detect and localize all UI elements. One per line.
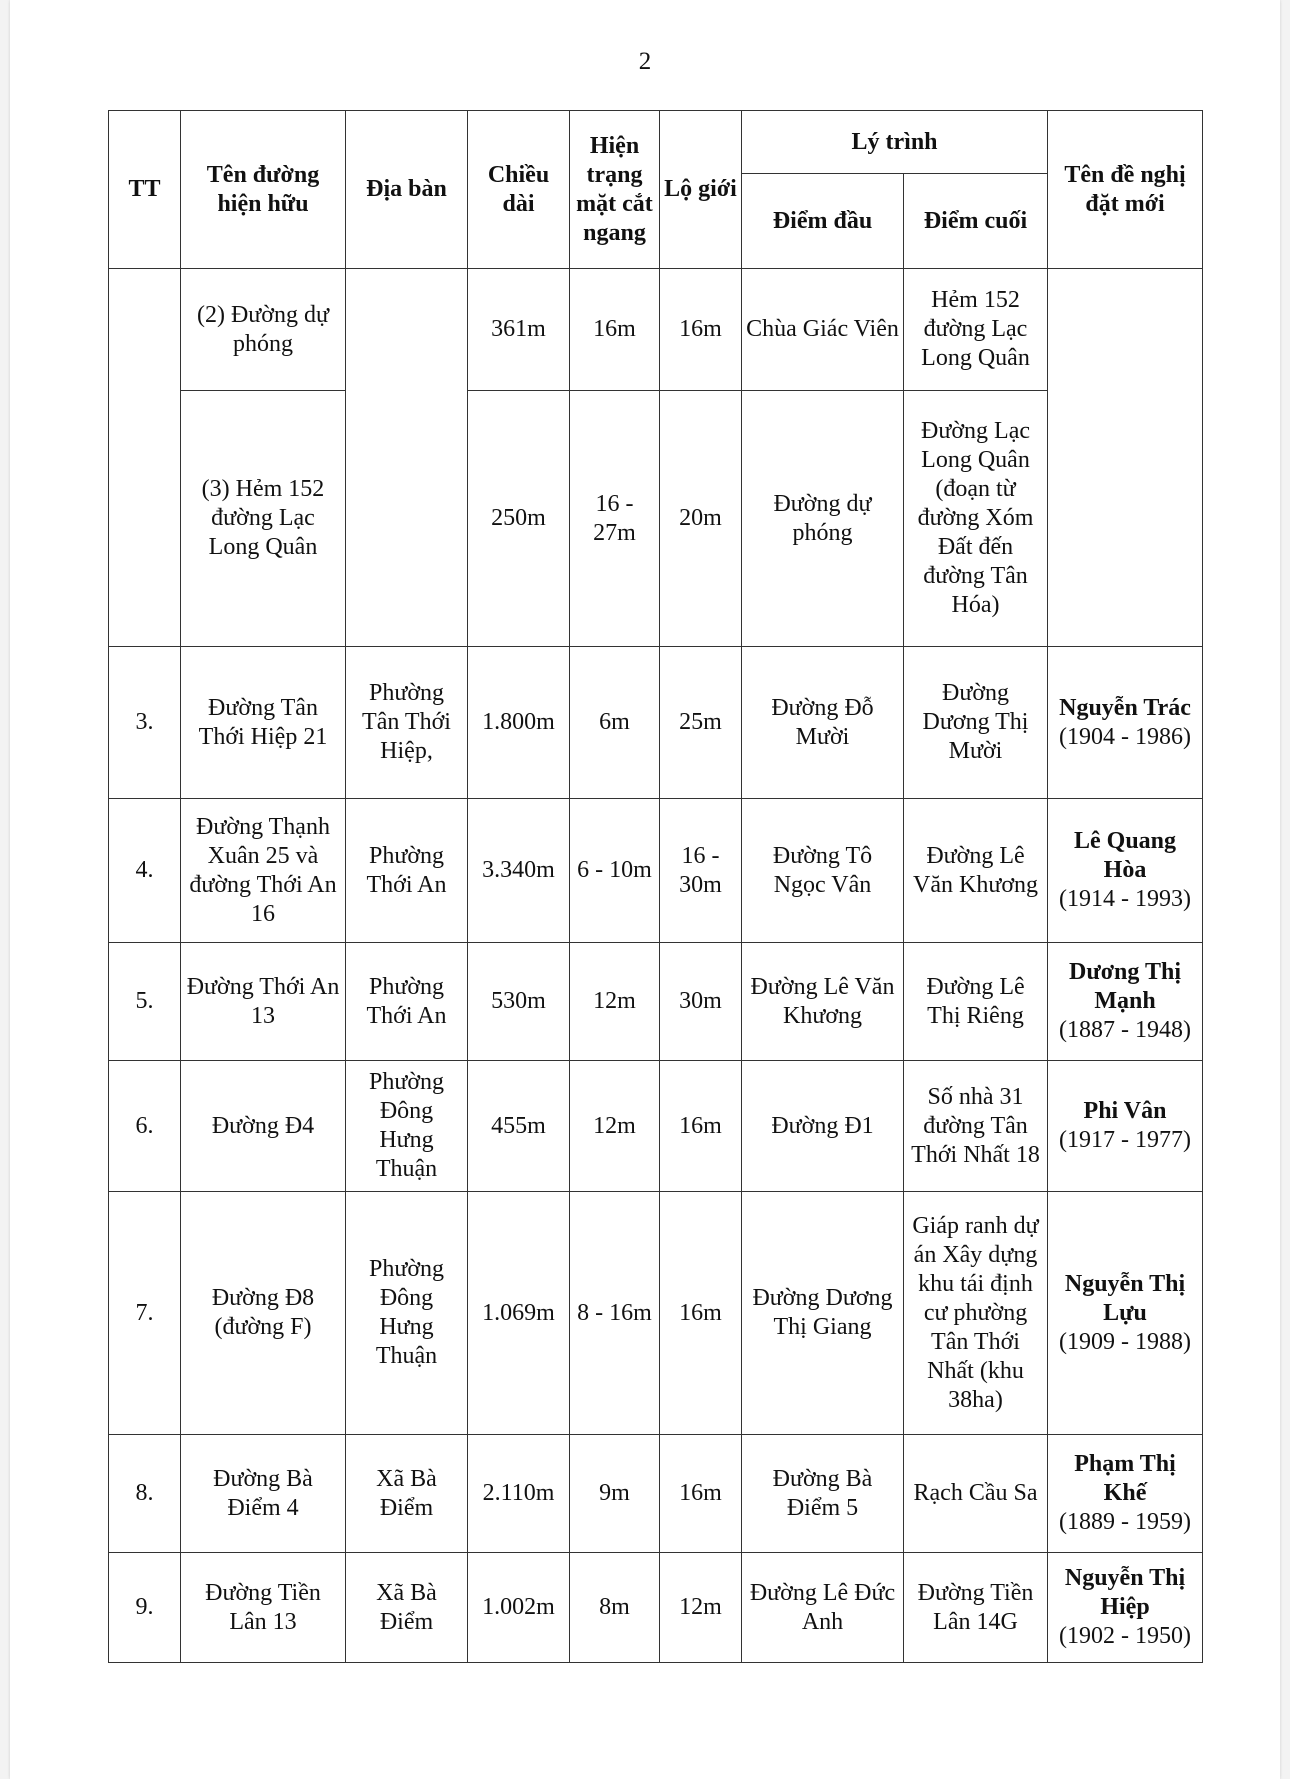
start-point-cell: Đường Lê Văn Khương — [742, 943, 904, 1061]
page-number: 2 — [638, 48, 652, 75]
length-cell: 361m — [468, 269, 570, 391]
road-naming-table — [108, 110, 1203, 1663]
road-width-cell: 20m — [660, 391, 742, 647]
header-length: Chiều dài — [468, 111, 570, 269]
cross-section-cell: 6m — [570, 647, 660, 799]
new-name: Lê Quang Hòa — [1074, 828, 1177, 883]
road-width-cell: 30m — [660, 943, 742, 1061]
document-page — [10, 0, 1280, 1779]
new-name-cell — [1048, 647, 1203, 799]
road-name-cell: Đường Thới An 13 — [181, 943, 346, 1061]
tt-cell: 4. — [109, 799, 181, 943]
life-years: (1904 - 1986) — [1059, 723, 1191, 750]
end-point-cell: Đường Dương Thị Mười — [904, 647, 1048, 799]
new-name-cell — [1048, 1553, 1203, 1663]
road-name-cell: (3) Hẻm 152 đường Lạc Long Quân — [181, 391, 346, 647]
life-years: (1909 - 1988) — [1059, 1328, 1191, 1355]
area-cell: Phường Tân Thới Hiệp, — [346, 647, 468, 799]
table-row — [109, 647, 1203, 799]
tt-cell: 5. — [109, 943, 181, 1061]
cross-section-cell: 16 - 27m — [570, 391, 660, 647]
end-point-cell: Hẻm 152 đường Lạc Long Quân — [904, 269, 1048, 391]
life-years: (1914 - 1993) — [1059, 886, 1191, 912]
length-cell: 530m — [468, 943, 570, 1061]
tt-cell: 3. — [109, 647, 181, 799]
start-point-cell: Đường Bà Điểm 5 — [742, 1435, 904, 1553]
new-name-cell — [1048, 1435, 1203, 1553]
road-name-cell: (2) Đường dự phóng — [181, 269, 346, 391]
start-point-cell: Đường Tô Ngọc Vân — [742, 799, 904, 943]
new-name: Phi Vân — [1083, 1098, 1167, 1124]
end-point-cell: Đường Tiền Lân 14G — [904, 1553, 1048, 1663]
area-cell: Xã Bà Điểm — [346, 1435, 468, 1553]
new-name: Phạm Thị Khế — [1074, 1451, 1176, 1506]
end-point-cell: Đường Lê Thị Riêng — [904, 943, 1048, 1061]
cross-section-cell: 12m — [570, 943, 660, 1061]
tt-cell: 6. — [109, 1061, 181, 1192]
new-name: Nguyễn Thị Lựu — [1064, 1270, 1186, 1326]
start-point-cell: Đường Đỗ Mười — [742, 647, 904, 799]
road-width-cell: 16m — [660, 1192, 742, 1435]
new-name: Dương Thị Mạnh — [1069, 959, 1181, 1014]
header-area: Địa bàn — [346, 111, 468, 269]
table-row — [109, 1192, 1203, 1435]
table-row — [109, 799, 1203, 943]
life-years: (1889 - 1959) — [1059, 1509, 1191, 1535]
table-row — [109, 1435, 1203, 1553]
road-name-cell: Đường Tiền Lân 13 — [181, 1553, 346, 1663]
cross-section-cell: 8m — [570, 1553, 660, 1663]
table-row — [109, 1061, 1203, 1192]
header-route: Lý trình — [742, 111, 1048, 174]
road-width-cell: 16m — [660, 1061, 742, 1192]
road-width-cell: 25m — [660, 647, 742, 799]
table-row — [109, 943, 1203, 1061]
header-road-name: Tên đường hiện hữu — [181, 111, 346, 269]
header-end-point: Điểm cuối — [904, 174, 1048, 269]
tt-cell: 7. — [109, 1192, 181, 1435]
header-cross-section: Hiện trạng mặt cắt ngang — [570, 111, 660, 269]
length-cell: 250m — [468, 391, 570, 647]
new-name-cell-empty — [1048, 269, 1203, 391]
end-point-cell: Đường Lạc Long Quân (đoạn từ đường Xóm Đất đến đường Tân Hóa) — [904, 391, 1048, 647]
area-cell-empty — [346, 269, 468, 647]
area-cell: Phường Đông Hưng Thuận — [346, 1061, 468, 1192]
road-name-cell: Đường Đ8 (đường F) — [181, 1192, 346, 1435]
header-row — [109, 111, 1203, 174]
cross-section-cell: 8 - 16m — [570, 1192, 660, 1435]
road-name-cell: Đường Đ4 — [181, 1061, 346, 1192]
length-cell: 2.110m — [468, 1435, 570, 1553]
tt-cell-empty — [109, 269, 181, 391]
new-name: Nguyễn Thị Hiệp — [1064, 1565, 1186, 1620]
tt-cell-empty — [109, 391, 181, 647]
start-point-cell: Chùa Giác Viên — [742, 269, 904, 391]
new-name-cell-empty — [1048, 391, 1203, 647]
start-point-cell: Đường Dương Thị Giang — [742, 1192, 904, 1435]
table-row — [109, 1553, 1203, 1663]
tt-cell: 8. — [109, 1435, 181, 1553]
cross-section-cell: 6 - 10m — [570, 799, 660, 943]
road-width-cell: 16m — [660, 1435, 742, 1553]
end-point-cell: Đường Lê Văn Khương — [904, 799, 1048, 943]
length-cell: 3.340m — [468, 799, 570, 943]
road-width-cell: 16m — [660, 269, 742, 391]
table-row — [109, 269, 1203, 391]
table-row — [109, 391, 1203, 647]
start-point-cell: Đường Lê Đức Anh — [742, 1553, 904, 1663]
life-years: (1887 - 1948) — [1059, 1017, 1191, 1043]
cross-section-cell: 9m — [570, 1435, 660, 1553]
area-cell: Phường Thới An — [346, 799, 468, 943]
header-new-name: Tên đề nghị đặt mới — [1048, 111, 1203, 269]
road-name-cell: Đường Tân Thới Hiệp 21 — [181, 647, 346, 799]
length-cell: 455m — [468, 1061, 570, 1192]
new-name-cell — [1048, 1192, 1203, 1435]
header-road-width: Lộ giới — [660, 111, 742, 269]
life-years: (1902 - 1950) — [1059, 1623, 1191, 1649]
header-tt: TT — [109, 111, 181, 269]
end-point-cell: Số nhà 31 đường Tân Thới Nhất 18 — [904, 1061, 1048, 1192]
new-name: Nguyễn Trác — [1059, 694, 1191, 721]
length-cell: 1.800m — [468, 647, 570, 799]
tt-cell: 9. — [109, 1553, 181, 1663]
road-width-cell: 12m — [660, 1553, 742, 1663]
start-point-cell: Đường Đ1 — [742, 1061, 904, 1192]
header-start-point: Điểm đầu — [742, 174, 904, 269]
area-cell: Phường Đông Hưng Thuận — [346, 1192, 468, 1435]
road-name-cell: Đường Bà Điểm 4 — [181, 1435, 346, 1553]
new-name-cell — [1048, 943, 1203, 1061]
area-cell: Xã Bà Điểm — [346, 1553, 468, 1663]
length-cell: 1.002m — [468, 1553, 570, 1663]
new-name-cell — [1048, 1061, 1203, 1192]
start-point-cell: Đường dự phóng — [742, 391, 904, 647]
end-point-cell: Rạch Cầu Sa — [904, 1435, 1048, 1553]
road-name-cell: Đường Thạnh Xuân 25 và đường Thới An 16 — [181, 799, 346, 943]
cross-section-cell: 16m — [570, 269, 660, 391]
end-point-cell: Giáp ranh dự án Xây dựng khu tái định cư phường Tân Thới Nhất (khu 38ha) — [904, 1192, 1048, 1435]
cross-section-cell: 12m — [570, 1061, 660, 1192]
length-cell: 1.069m — [468, 1192, 570, 1435]
life-years: (1917 - 1977) — [1059, 1127, 1191, 1153]
road-width-cell: 16 - 30m — [660, 799, 742, 943]
area-cell: Phường Thới An — [346, 943, 468, 1061]
new-name-cell — [1048, 799, 1203, 943]
